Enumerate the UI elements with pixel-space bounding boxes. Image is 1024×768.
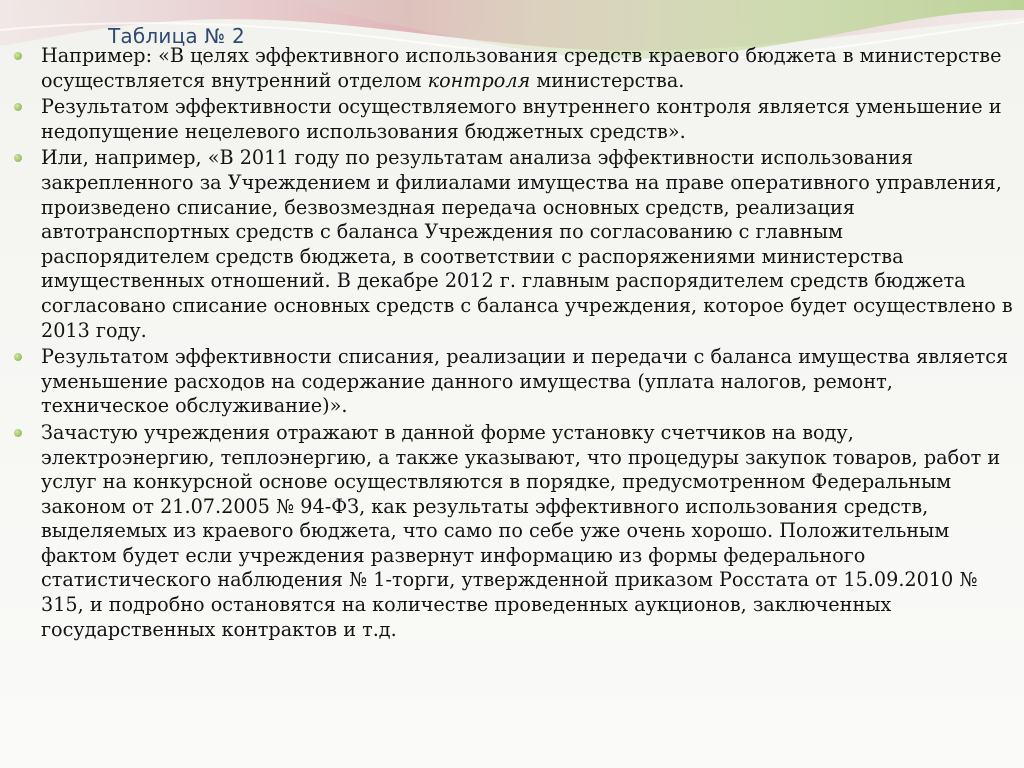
bullet-text-italic: контроля xyxy=(427,68,531,92)
bullet-item xyxy=(14,345,1016,419)
bullet-dot-icon xyxy=(14,154,22,162)
bullet-dot-icon xyxy=(14,52,22,60)
bullet-text: Зачастую учреждения отражают в данной форме установку счетчиков на воду, электроэнергию, теплоэнергию, а также указывают, что процедуры закупок товаров, работ и услуг на конкурсной основе осуществляются в порядке, предусмотренном Федеральным законом от 21.07.2005 № 94-ФЗ, как результаты эффективного использования средств, выделяемых из краевого бюджета, что само по себе уже очень хорошо. Положительным фактом будет если учреждения развернут информацию из формы федерального статистического наблюдения № 1-торги, утвержденной приказом Росстата от 15.09.2010 № 315, и подробно остановятся на количестве проведенных аукционов, заключенных государственных контрактов и т.д. xyxy=(41,420,1001,641)
bullet-dot-icon xyxy=(14,353,22,361)
bullet-dot-icon xyxy=(14,429,22,437)
slide-title: Таблица № 2 xyxy=(108,24,245,48)
bullet-dot-icon xyxy=(14,103,22,111)
bullet-text: Или, например, «В 2011 году по результатам анализа эффективности использования закрепленного за Учреждением и филиалами имущества на праве оперативного управления, произведено списание, безвозмездная передача основных средств, реализация автотранспортных средств с баланса Учреждения по согласованию с главным распорядителем средств бюджета, в соответствии с распоряжениями министерства имущественных отношений. В декабре 2012 г. главным распорядителем средств бюджета согласовано списание основных средств с баланса учреждения, которое будет осуществлено в 2013 году. xyxy=(41,146,1013,342)
bullet-item xyxy=(14,95,1016,144)
bullet-text: Результатом эффективности списания, реализации и передачи с баланса имущества является уменьшение расходов на содержание данного имущества (уплата налогов, ремонт, техническое обслуживание)». xyxy=(41,345,1009,418)
bullet-item xyxy=(14,146,1016,343)
bullet-list xyxy=(14,44,1016,644)
bullet-item xyxy=(14,421,1016,642)
bullet-text: Например: «В целях эффективного использования средств краевого бюджета в министерстве осуществляется внутренний отделом xyxy=(41,44,1002,92)
bullet-text: Результатом эффективности осуществляемого внутреннего контроля является уменьшение и недопущение нецелевого использования бюджетных средств». xyxy=(41,95,1002,143)
bullet-text: министерства. xyxy=(530,68,685,92)
bullet-item xyxy=(14,44,1016,93)
